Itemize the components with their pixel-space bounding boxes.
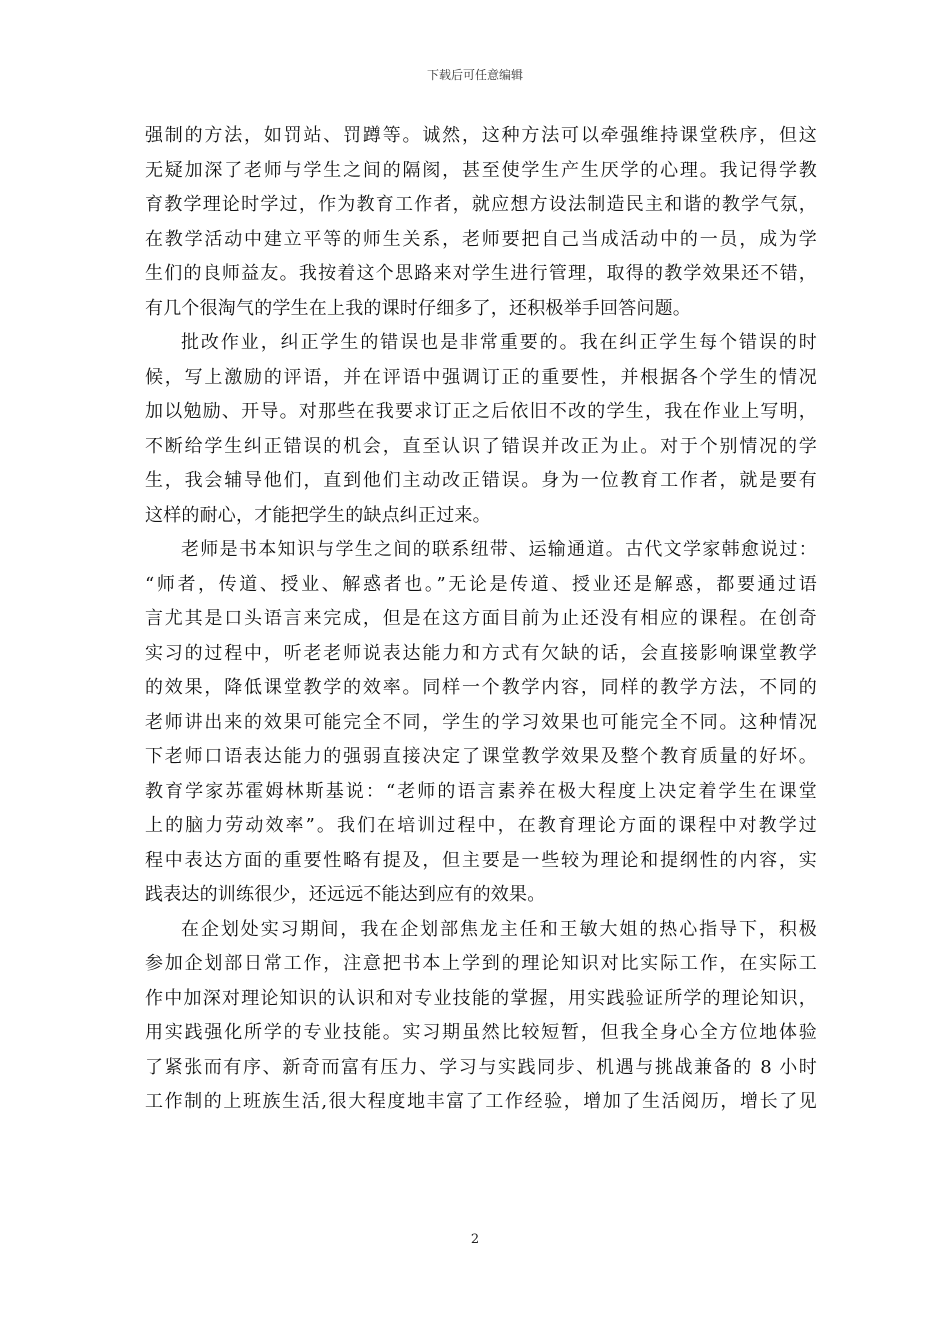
text-line: 生们的良师益友。我按着这个思路来对学生进行管理，取得的教学效果还不错， (145, 263, 817, 284)
text-line: 参加企划部日常工作，注意把书本上学到的理论知识对比实际工作，在实际工 (145, 953, 817, 974)
text-line: 程中表达方面的重要性略有提及，但主要是一些较为理论和提纲性的内容，实 (145, 849, 817, 871)
text-line: 强制的方法，如罚站、罚蹲等。诚然，这种方法可以牵强维持课堂秩序，但这 (145, 125, 817, 146)
text-line: 加以勉励、开导。对那些在我要求订正之后依旧不改的学生，我在作业上写明， (145, 401, 817, 422)
text-line: 有几个很淘气的学生在上我的课时仔细多了，还积极举手回答问题。 (145, 297, 691, 319)
text-line: 在教学活动中建立平等的师生关系，老师要把自己当成活动中的一员，成为学 (145, 228, 817, 250)
text-line: 言尤其是口头语言来完成，但是在这方面目前为止还没有相应的课程。在创奇 (145, 608, 817, 629)
text-line: 老师是书本知识与学生之间的联系纽带、运输通道。古代文学家韩愈说过： (181, 539, 817, 560)
text-line: “师者，传道、授业、解惑者也。”无论是传道、授业还是解惑，都要通过语 (145, 573, 817, 595)
text-line: 候，写上激励的评语，并在评语中强调订正的重要性，并根据各个学生的情况 (145, 366, 817, 388)
text-line: 老师讲出来的效果可能完全不同，学生的学习效果也可能完全不同。这种情况 (145, 711, 817, 733)
text-line: 批改作业，纠正学生的错误也是非常重要的。我在纠正学生每个错误的时 (181, 332, 817, 353)
text-line: 不断给学生纠正错误的机会，直至认识了错误并改正为止。对于个别情况的学 (145, 435, 817, 457)
text-line: 上的脑力劳动效率”。我们在培训过程中，在教育理论方面的课程中对教学过 (145, 815, 817, 836)
text-line: 下老师口语表达能力的强弱直接决定了课堂教学效果及整个教育质量的好坏。 (145, 746, 817, 767)
text-line: 的效果，降低课堂教学的效率。同样一个教学内容，同样的教学方法，不同的 (145, 677, 817, 698)
text-line: 实习的过程中，听老老师说表达能力和方式有欠缺的话，会直接影响课堂教学 (145, 642, 817, 664)
text-line: 践表达的训练很少，还远远不能达到应有的效果。 (145, 884, 546, 905)
paragraph-3 (145, 533, 817, 913)
text-line: 无疑加深了老师与学生之间的隔阂，甚至使学生产生厌学的心理。我记得学教 (145, 159, 817, 181)
text-line: 用实践强化所学的专业技能。实习期虽然比较短暂，但我全身心全方位地体验 (145, 1022, 817, 1043)
text-line: 这样的耐心，才能把学生的缺点纠正过来。 (145, 504, 491, 526)
text-line: 在企划处实习期间，我在企划部焦龙主任和王敏大姐的热心指导下，积极 (181, 918, 817, 940)
paragraph-2 (145, 326, 817, 533)
page-number: 2 (470, 1232, 480, 1247)
paragraph-4 (145, 913, 817, 1120)
text-line: 工作制的上班族生活,很大程度地丰富了工作经验，增加了生活阅历，增长了见 (145, 1091, 817, 1112)
document-body (145, 119, 817, 1120)
paragraph-1 (145, 119, 817, 326)
page-header: 下载后可任意编辑 (426, 68, 523, 82)
text-line: 育教学理论时学过，作为教育工作者，就应想方设法制造民主和谐的教学气氛， (145, 194, 817, 215)
text-line: 教育学家苏霍姆林斯基说：“老师的语言素养在极大程度上决定着学生在课堂 (145, 780, 817, 802)
text-line: 了紧张而有序、新奇而富有压力、学习与实践同步、机遇与挑战兼备的 8 小时 (145, 1056, 817, 1078)
text-line: 作中加深对理论知识的认识和对专业技能的掌握，用实践验证所学的理论知识， (145, 987, 817, 1009)
text-line: 生，我会辅导他们，直到他们主动改正错误。身为一位教育工作者，就是要有 (145, 470, 817, 491)
